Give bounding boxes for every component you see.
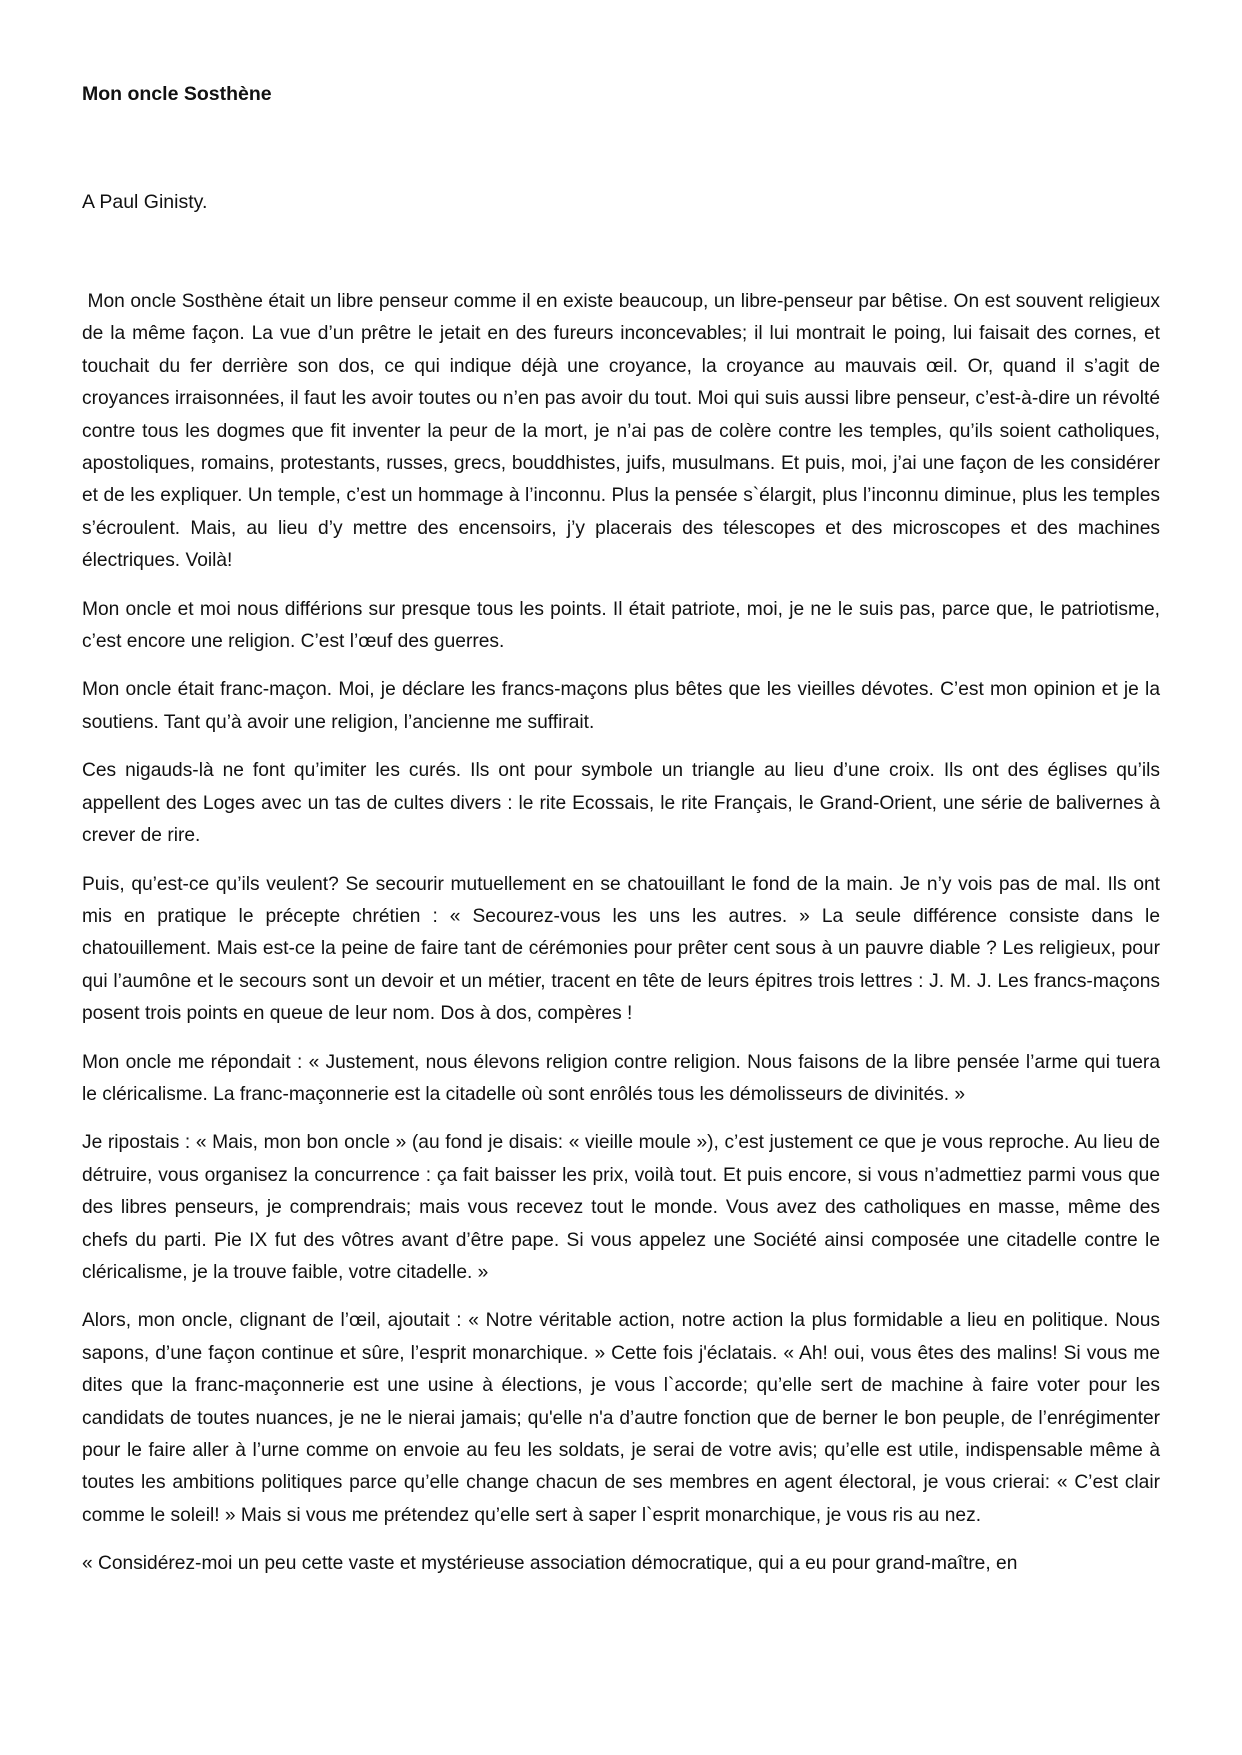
- paragraph: Mon oncle était franc-maçon. Moi, je déclare les francs-maçons plus bêtes que les vieilles dévotes. C’est mon opinion et je la soutiens. Tant qu’à avoir une religion, l’ancienne me suffirait.: [82, 679, 1160, 733]
- document-body: [82, 286, 1166, 1597]
- paragraph: Ces nigauds-là ne font qu’imiter les curés. Ils ont pour symbole un triangle au lieu d’une croix. Ils ont des églises qu’ils appellent des Loges avec un tas de cultes divers : le rite Ecossais, le rite Français, le Grand-Orient, une série de balivernes à crever de rire.: [82, 760, 1160, 847]
- paragraph: Mon oncle me répondait : « Justement, nous élevons religion contre religion. Nous faisons de la libre pensée l’arme qui tuera le cléricalisme. La franc-maçonnerie est la citadelle où sont enrôlés tous les démolisseurs de divinités. »: [82, 1051, 1160, 1105]
- paragraph: Puis, qu’est-ce qu’ils veulent? Se secourir mutuellement en se chatouillant le fond de la main. Je n’y vois pas de mal. Ils ont mis en pratique le précepte chrétien : « Secourez-vous les uns les autres. » La seule différence consiste dans le chatouillement. Mais est-ce la peine de faire tant de cérémonies pour prêter cent sous à un pauvre diable ? Les religieux, pour qui l’aumône et le secours sont un devoir et un métier, tracent en tête de leurs épitres trois lettres : J. M. J. Les francs-maçons posent trois points en queue de leur nom. Dos à dos, compères !: [82, 873, 1160, 1025]
- document-title: Mon oncle Sosthène: [82, 83, 272, 105]
- dedication: A Paul Ginisty.: [82, 191, 208, 213]
- paragraph: Mon oncle et moi nous différions sur presque tous les points. Il était patriote, moi, je ne le suis pas, parce que, le patriotisme, c’est encore une religion. C’est l’œuf des guerres.: [82, 598, 1160, 653]
- paragraph: Alors, mon oncle, clignant de l’œil, ajoutait : « Notre véritable action, notre action la plus formidable a lieu en politique. Nous sapons, d’une façon continue et sûre, l’esprit monarchique. » Cette fois j'éclatais. « Ah! oui, vous êtes des malins! Si vous me dites que la franc-maçonnerie est une usine à élections, je vous l`accorde; qu’elle sert de machine à faire voter pour les candidats de toutes nuances, je ne le nierai jamais; qu'elle n'a d’autre fonction que de berner le bon peuple, de l’enrégimenter pour le faire aller à l’urne comme on envoie au feu les soldats, je serai de votre avis; qu’elle est utile, indispensable même à toutes les ambitions politiques parce qu’elle change chacun de ses membres en agent électoral, je vous crierai: « C’est clair comme le soleil! » Mais si vous me prétendez qu’elle sert à saper l`esprit monarchique, je vous ris au nez.: [82, 1310, 1160, 1526]
- paragraph: Je ripostais : « Mais, mon bon oncle » (au fond je disais: « vieille moule »), c’est justement ce que je vous reproche. Au lieu de détruire, vous organisez la concurrence : ça fait baisser les prix, voilà tout. Et puis encore, si vous n’admettiez parmi vous que des libres penseurs, je comprendrais; mais vous recevez tout le monde. Vous avez des catholiques en masse, même des chefs du parti. Pie IX fut des vôtres avant d’être pape. Si vous appelez une Société ainsi composée une citadelle contre le cléricalisme, je la trouve faible, votre citadelle. »: [82, 1132, 1160, 1283]
- paragraph: Mon oncle Sosthène était un libre penseur comme il en existe beaucoup, un libre-penseur par bêtise. On est souvent religieux de la même façon. La vue d’un prêtre le jetait en des fureurs inconcevables; il lui montrait le poing, lui faisait des cornes, et touchait du fer derrière son dos, ce qui indique déjà une croyance, la croyance au mauvais œil. Or, quand il s’agit de croyances irraisonnées, il faut les avoir toutes ou n’en pas avoir du tout. Moi qui suis aussi libre penseur, c’est-à-dire un révolté contre tous les dogmes que fit inventer la peur de la mort, je n’ai pas de colère contre les temples, qu’ils soient catholiques, apostoliques, romains, protestants, russes, grecs, bouddhistes, juifs, musulmans. Et puis, moi, j’ai une façon de les considérer et de les expliquer. Un temple, c’est un hommage à l’inconnu. Plus la pensée s`élargit, plus l’inconnu diminue, plus les temples s’écroulent. Mais, au lieu d’y mettre des encensoirs, j’y placerais des télescopes et des microscopes et des machines électriques. Voilà!: [82, 291, 1166, 572]
- paragraph: « Considérez-moi un peu cette vaste et mystérieuse association démocratique, qui a eu pour grand-maître, en: [82, 1553, 1018, 1575]
